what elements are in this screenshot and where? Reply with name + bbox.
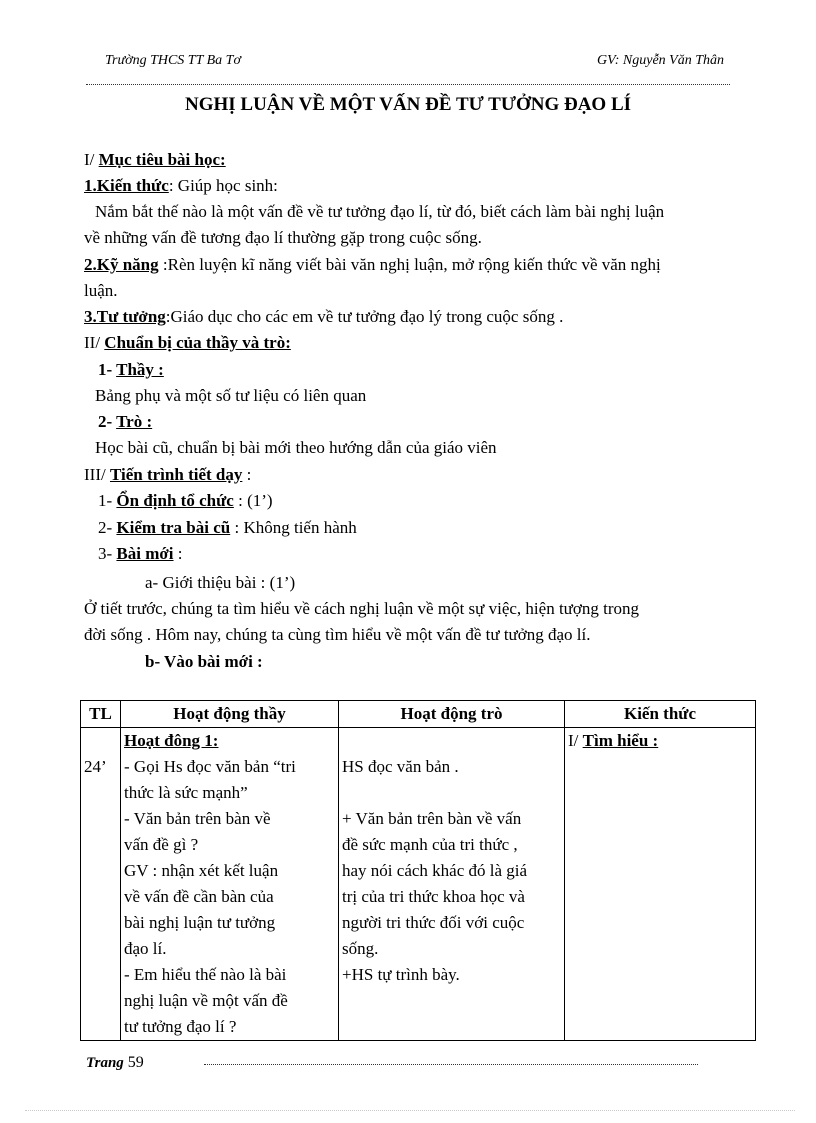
knowledge-num: I/ bbox=[568, 731, 583, 750]
student-line: người tri thức đối với cuộc bbox=[342, 913, 525, 932]
lesson-table bbox=[80, 700, 756, 1041]
table-row bbox=[81, 728, 756, 1041]
enter-heading: b- Vào bài mới : bbox=[145, 652, 263, 671]
student-line: +HS tự trình bày. bbox=[342, 965, 460, 984]
knowledge-cell bbox=[565, 728, 756, 1041]
student-activity-cell bbox=[339, 728, 565, 1041]
student-prep-label: Trò : bbox=[116, 412, 153, 431]
step-3-label: Bài mới bbox=[116, 544, 174, 563]
teacher-line: tư tưởng đạo lí ? bbox=[124, 1017, 237, 1036]
step-2-text: : Không tiến hành bbox=[230, 518, 357, 537]
school-name: Trường THCS TT Ba Tơ bbox=[105, 53, 241, 68]
col-header-knowledge: Kiến thức bbox=[565, 701, 756, 728]
step-1-num: 1- bbox=[98, 491, 117, 510]
intro-text-2: đời sống . Hôm nay, chúng ta cùng tìm hiểu về một vấn đề tư tưởng đạo lí. bbox=[84, 625, 591, 644]
teacher-prep-label: Thầy : bbox=[116, 360, 164, 379]
step-1 bbox=[98, 490, 273, 512]
process-heading bbox=[84, 464, 251, 486]
col-header-tl: TL bbox=[81, 701, 121, 728]
teacher-line: - Văn bản trên bàn về bbox=[124, 809, 271, 828]
time-cell bbox=[81, 728, 121, 1041]
teacher-prep-heading bbox=[98, 359, 164, 381]
thought-line bbox=[84, 306, 563, 328]
teacher-prep-num: 1- bbox=[98, 360, 117, 379]
student-line: HS đọc văn bản . bbox=[342, 757, 459, 776]
teacher-line: GV : nhận xét kết luận bbox=[124, 861, 279, 880]
preparation-title: Chuẩn bị của thầy và trò: bbox=[104, 333, 291, 352]
time-value: 24’ bbox=[84, 757, 107, 776]
student-line: hay nói cách khác đó là giá bbox=[342, 861, 528, 880]
teacher-prep-text: Bảng phụ và một số tư liệu có liên quan bbox=[95, 386, 367, 405]
footer-page-label: Trang bbox=[86, 1055, 124, 1071]
student-prep-heading bbox=[98, 411, 152, 433]
page-title: NGHỊ LUẬN VỀ MỘT VẤN ĐỀ TƯ TƯỞNG ĐẠO LÍ bbox=[184, 94, 632, 115]
step-2-label: Kiểm tra bài cũ bbox=[116, 518, 231, 537]
process-suffix: : bbox=[242, 465, 252, 484]
objectives-num: I/ bbox=[84, 150, 99, 169]
step-2 bbox=[98, 517, 357, 539]
knowledge-title: Tìm hiểu : bbox=[582, 731, 659, 750]
footer-divider bbox=[204, 1064, 698, 1065]
preparation-heading bbox=[84, 332, 291, 354]
knowledge-intro: : Giúp học sinh: bbox=[168, 176, 278, 195]
knowledge-line bbox=[84, 175, 278, 197]
student-line bbox=[339, 780, 564, 806]
activity-title: Hoạt đông 1: bbox=[124, 731, 219, 750]
step-3-text: : bbox=[173, 544, 183, 563]
intro-text-1: Ở tiết trước, chúng ta tìm hiểu về cách nghị luận về một sự việc, hiện tượng trong bbox=[84, 599, 640, 618]
student-line bbox=[339, 728, 564, 754]
objectives-title: Mục tiêu bài học: bbox=[98, 150, 226, 169]
page-bottom-divider bbox=[25, 1110, 795, 1111]
step-1-text: : (1’) bbox=[233, 491, 273, 510]
step-1-label: Ổn định tổ chức bbox=[116, 491, 234, 510]
teacher-activity-cell bbox=[121, 728, 339, 1041]
step-3 bbox=[98, 543, 183, 565]
teacher-line: - Em hiểu thế nào là bài bbox=[124, 965, 287, 984]
thought-text: :Giáo dục cho các em về tư tưởng đạo lý trong cuộc sống . bbox=[165, 307, 564, 326]
col-header-student: Hoạt động trò bbox=[339, 701, 565, 728]
step-3-num: 3- bbox=[98, 544, 117, 563]
student-line: trị của tri thức khoa học và bbox=[342, 887, 525, 906]
preparation-num: II/ bbox=[84, 333, 105, 352]
teacher-line: thức là sức mạnh” bbox=[124, 783, 248, 802]
teacher-line: vấn đề gì ? bbox=[124, 835, 199, 854]
header-divider bbox=[86, 84, 730, 85]
intro-heading: a- Giới thiệu bài : (1’) bbox=[145, 573, 296, 592]
student-prep-num: 2- bbox=[98, 412, 117, 431]
skill-label: 2.Kỹ năng bbox=[84, 255, 159, 274]
step-2-num: 2- bbox=[98, 518, 117, 537]
skill-text-2: luận. bbox=[84, 281, 118, 300]
teacher-line: về vấn đề cần bàn của bbox=[124, 887, 274, 906]
col-header-teacher: Hoạt động thầy bbox=[121, 701, 339, 728]
footer-page bbox=[86, 1054, 144, 1072]
skill-line bbox=[84, 254, 661, 276]
student-line: + Văn bản trên bàn về vấn bbox=[342, 809, 522, 828]
teacher-name: GV: Nguyễn Văn Thân bbox=[597, 53, 725, 68]
student-line: sống. bbox=[342, 939, 379, 958]
knowledge-heading bbox=[565, 728, 755, 754]
skill-text-1: :Rèn luyện kĩ năng viết bài văn nghị luận, mở rộng kiến thức về văn nghị bbox=[158, 255, 661, 274]
teacher-line: - Gọi Hs đọc văn bản “tri bbox=[124, 757, 296, 776]
knowledge-text-1: Nắm bắt thế nào là một vấn đề về tư tưởng đạo lí, từ đó, biết cách làm bài nghị luận bbox=[95, 202, 665, 221]
process-num: III/ bbox=[84, 465, 110, 484]
student-line: đề sức mạnh của tri thức , bbox=[342, 835, 518, 854]
teacher-line: nghị luận về một vấn đề bbox=[124, 991, 288, 1010]
process-title: Tiến trình tiết dạy bbox=[109, 465, 243, 484]
thought-label: 3.Tư tưởng bbox=[84, 307, 166, 326]
student-prep-text: Học bài cũ, chuẩn bị bài mới theo hướng dẫn của giáo viên bbox=[95, 438, 497, 457]
teacher-line: bài nghị luận tư tưởng bbox=[124, 913, 276, 932]
footer-page-number: 59 bbox=[127, 1054, 144, 1071]
table-header-row bbox=[81, 701, 756, 728]
knowledge-text-2: về những vấn đề tương đạo lí thường gặp trong cuộc sống. bbox=[84, 228, 482, 247]
objectives-heading bbox=[84, 149, 226, 171]
teacher-line: đạo lí. bbox=[124, 939, 167, 958]
knowledge-label: 1.Kiến thức bbox=[84, 176, 169, 195]
